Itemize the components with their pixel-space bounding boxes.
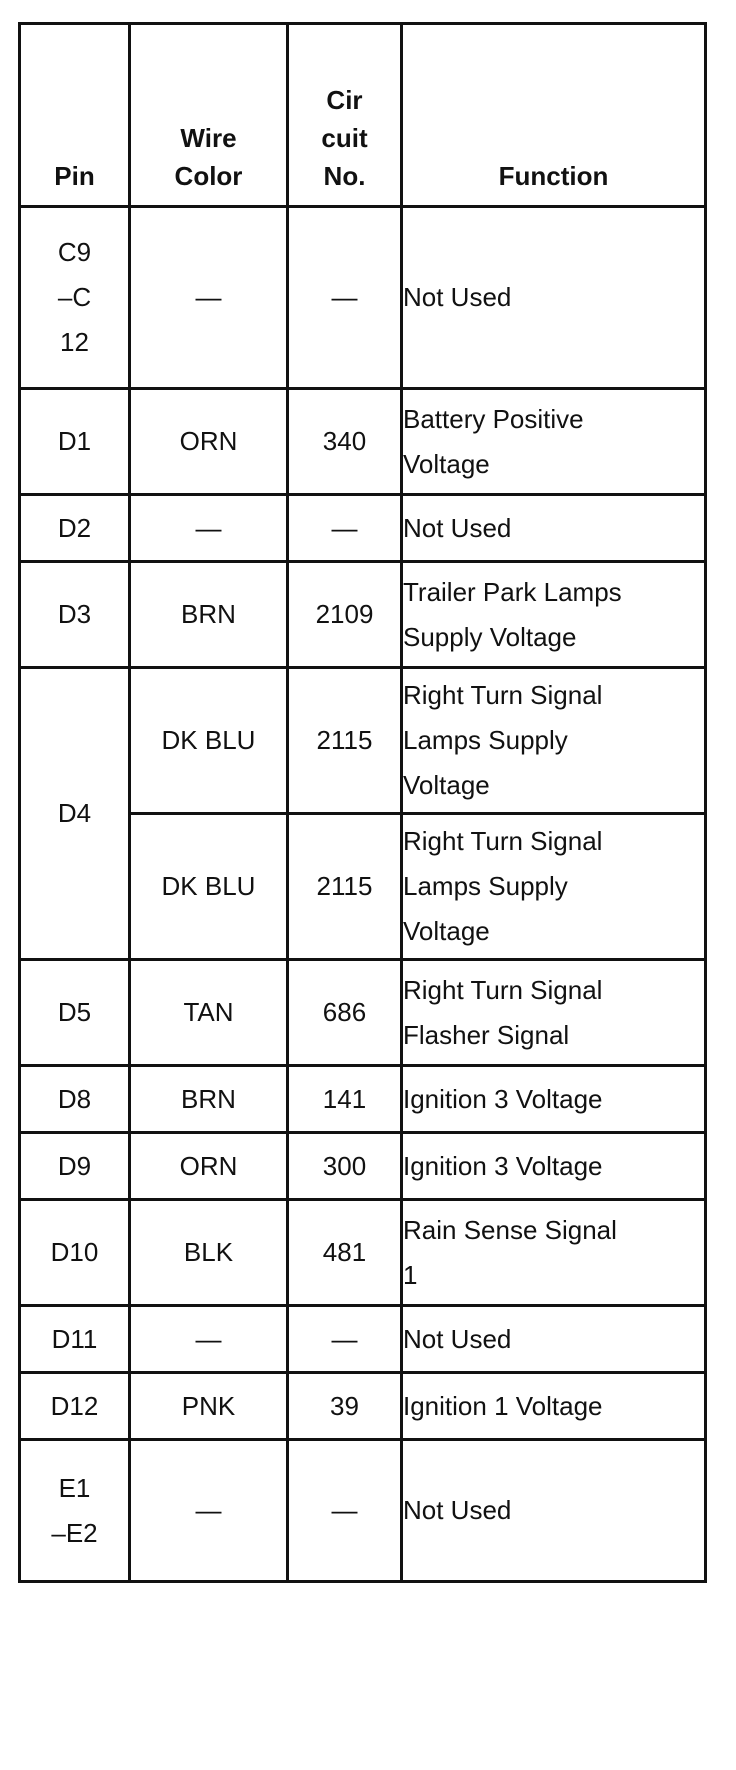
pin-cell: D3 bbox=[20, 562, 130, 668]
table-row bbox=[20, 960, 706, 1066]
connector-pin-table bbox=[18, 22, 707, 1583]
pin-cell: C9 –C 12 bbox=[20, 207, 130, 389]
wire-color-cell: BRN bbox=[130, 562, 288, 668]
wire-color-cell: DK BLU bbox=[130, 814, 288, 960]
wire-color-cell: — bbox=[130, 1440, 288, 1582]
circuit-cell: 300 bbox=[288, 1133, 402, 1200]
pin-cell: D10 bbox=[20, 1200, 130, 1306]
wire-color-cell: BLK bbox=[130, 1200, 288, 1306]
circuit-cell: 2115 bbox=[288, 668, 402, 814]
function-cell: Right Turn Signal Flasher Signal bbox=[402, 960, 706, 1066]
header-row bbox=[20, 24, 706, 207]
function-cell: Battery Positive Voltage bbox=[402, 389, 706, 495]
circuit-cell: 686 bbox=[288, 960, 402, 1066]
table-row bbox=[20, 1066, 706, 1133]
pin-cell: D2 bbox=[20, 495, 130, 562]
function-cell: Not Used bbox=[402, 1440, 706, 1582]
wire-color-cell: DK BLU bbox=[130, 668, 288, 814]
table-row bbox=[20, 1133, 706, 1200]
header-pin: Pin bbox=[20, 24, 130, 207]
table-row bbox=[20, 1373, 706, 1440]
table-row bbox=[20, 1306, 706, 1373]
circuit-cell: — bbox=[288, 1306, 402, 1373]
function-cell: Ignition 3 Voltage bbox=[402, 1066, 706, 1133]
wire-color-cell: — bbox=[130, 1306, 288, 1373]
pin-cell: D5 bbox=[20, 960, 130, 1066]
function-cell: Not Used bbox=[402, 207, 706, 389]
table-row bbox=[20, 1200, 706, 1306]
wire-color-cell: TAN bbox=[130, 960, 288, 1066]
wire-color-cell: PNK bbox=[130, 1373, 288, 1440]
table-row bbox=[20, 389, 706, 495]
wire-color-cell: ORN bbox=[130, 389, 288, 495]
function-cell: Not Used bbox=[402, 1306, 706, 1373]
wire-color-cell: — bbox=[130, 495, 288, 562]
header-function: Function bbox=[402, 24, 706, 207]
circuit-cell: — bbox=[288, 1440, 402, 1582]
circuit-cell: 39 bbox=[288, 1373, 402, 1440]
table-row bbox=[20, 562, 706, 668]
pin-cell: D11 bbox=[20, 1306, 130, 1373]
pin-cell: D1 bbox=[20, 389, 130, 495]
function-cell: Ignition 3 Voltage bbox=[402, 1133, 706, 1200]
function-cell: Trailer Park Lamps Supply Voltage bbox=[402, 562, 706, 668]
table-row bbox=[20, 668, 706, 814]
table-row bbox=[20, 207, 706, 389]
circuit-cell: 2109 bbox=[288, 562, 402, 668]
table-row bbox=[20, 1440, 706, 1582]
wire-color-cell: BRN bbox=[130, 1066, 288, 1133]
circuit-cell: — bbox=[288, 207, 402, 389]
pin-table-container bbox=[18, 22, 704, 1583]
pin-cell: D8 bbox=[20, 1066, 130, 1133]
function-cell: Rain Sense Signal 1 bbox=[402, 1200, 706, 1306]
pin-cell: D12 bbox=[20, 1373, 130, 1440]
circuit-cell: 141 bbox=[288, 1066, 402, 1133]
circuit-cell: 481 bbox=[288, 1200, 402, 1306]
pin-cell: D9 bbox=[20, 1133, 130, 1200]
function-cell: Not Used bbox=[402, 495, 706, 562]
function-cell: Ignition 1 Voltage bbox=[402, 1373, 706, 1440]
pin-cell: D4 bbox=[20, 668, 130, 960]
header-wire-color: Wire Color bbox=[130, 24, 288, 207]
pin-cell: E1 –E2 bbox=[20, 1440, 130, 1582]
function-cell: Right Turn Signal Lamps Supply Voltage bbox=[402, 814, 706, 960]
circuit-cell: 2115 bbox=[288, 814, 402, 960]
wire-color-cell: ORN bbox=[130, 1133, 288, 1200]
function-cell: Right Turn Signal Lamps Supply Voltage bbox=[402, 668, 706, 814]
circuit-cell: — bbox=[288, 495, 402, 562]
wire-color-cell: — bbox=[130, 207, 288, 389]
circuit-cell: 340 bbox=[288, 389, 402, 495]
header-circuit-no: Cir cuit No. bbox=[288, 24, 402, 207]
table-row bbox=[20, 495, 706, 562]
